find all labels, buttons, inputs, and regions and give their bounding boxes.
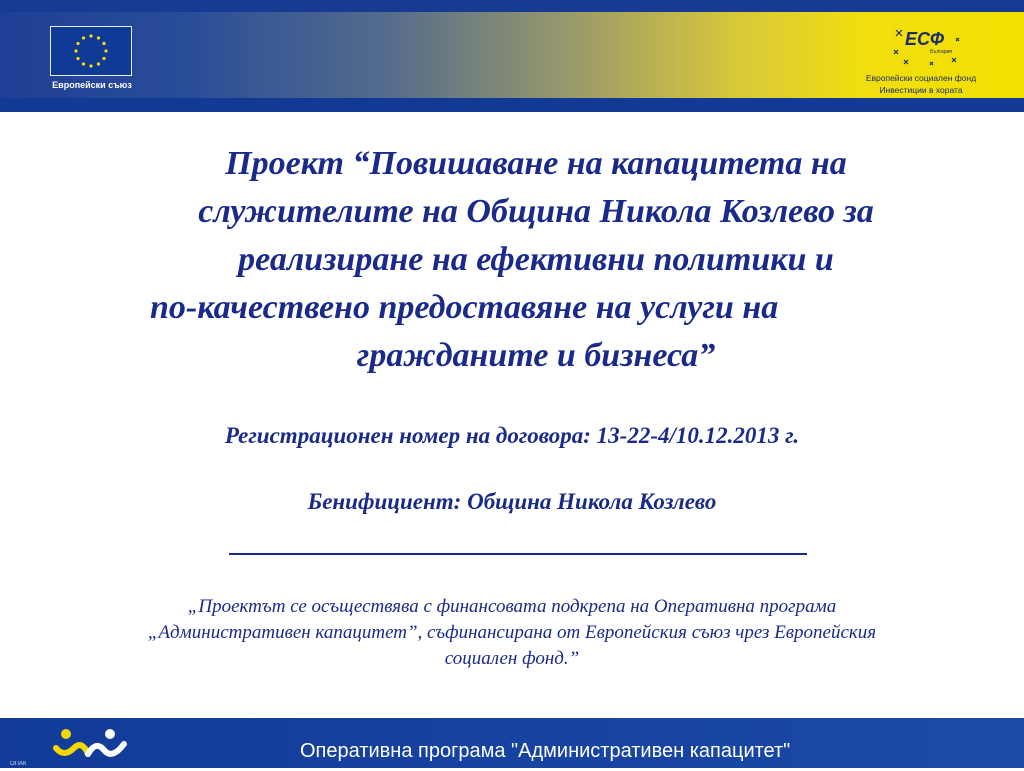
esf-caption-line1: Европейски социален фонд [865,73,977,83]
project-title-line: реализиране на ефективни политики и [238,241,834,278]
funding-note [62,594,962,672]
eu-flag-logo [50,26,132,76]
esf-caption [846,72,996,96]
funding-note-line: „Административен капацитет”, съфинансирана от Европейския съюз чрез Европейския [147,622,877,643]
project-title-line: служителите на Община Никола Козлево за [198,193,874,230]
funding-note-line: „Проектът се осъществява с финансовата подкрепа на Оперативна програма [187,596,837,617]
esf-logo-text: ЕСФ [905,29,945,49]
eu-stars-icon [51,27,131,75]
separator-line [229,553,807,555]
eu-label: Европейски съюз [52,80,132,90]
header-banner [0,0,1024,112]
project-title-line: по-качествено предоставяне на услуги на [150,289,779,326]
project-title-line: гражданите и бизнеса” [356,337,716,374]
esf-logo-country: България [930,49,953,55]
slide-content [0,112,1024,718]
project-title [136,140,936,380]
footer-program-title: Оперативна програма "Административен капацитет" [300,740,791,762]
funding-note-line: социален фонд.” [444,648,580,669]
footer-banner [0,718,1024,768]
project-title-line: Проект “Повишаване на капацитета на [225,145,847,182]
footer-logo-caption: ОПАК [10,761,27,767]
registration-number: Регистрационен номер на договора: 13-22-4/10.12.2013 г. [224,423,800,448]
esf-caption-line2: Инвестиции в хората [879,85,963,95]
esf-logo [890,24,966,70]
beneficiary: Бенифициент: Община Никола Козлево [307,489,717,514]
